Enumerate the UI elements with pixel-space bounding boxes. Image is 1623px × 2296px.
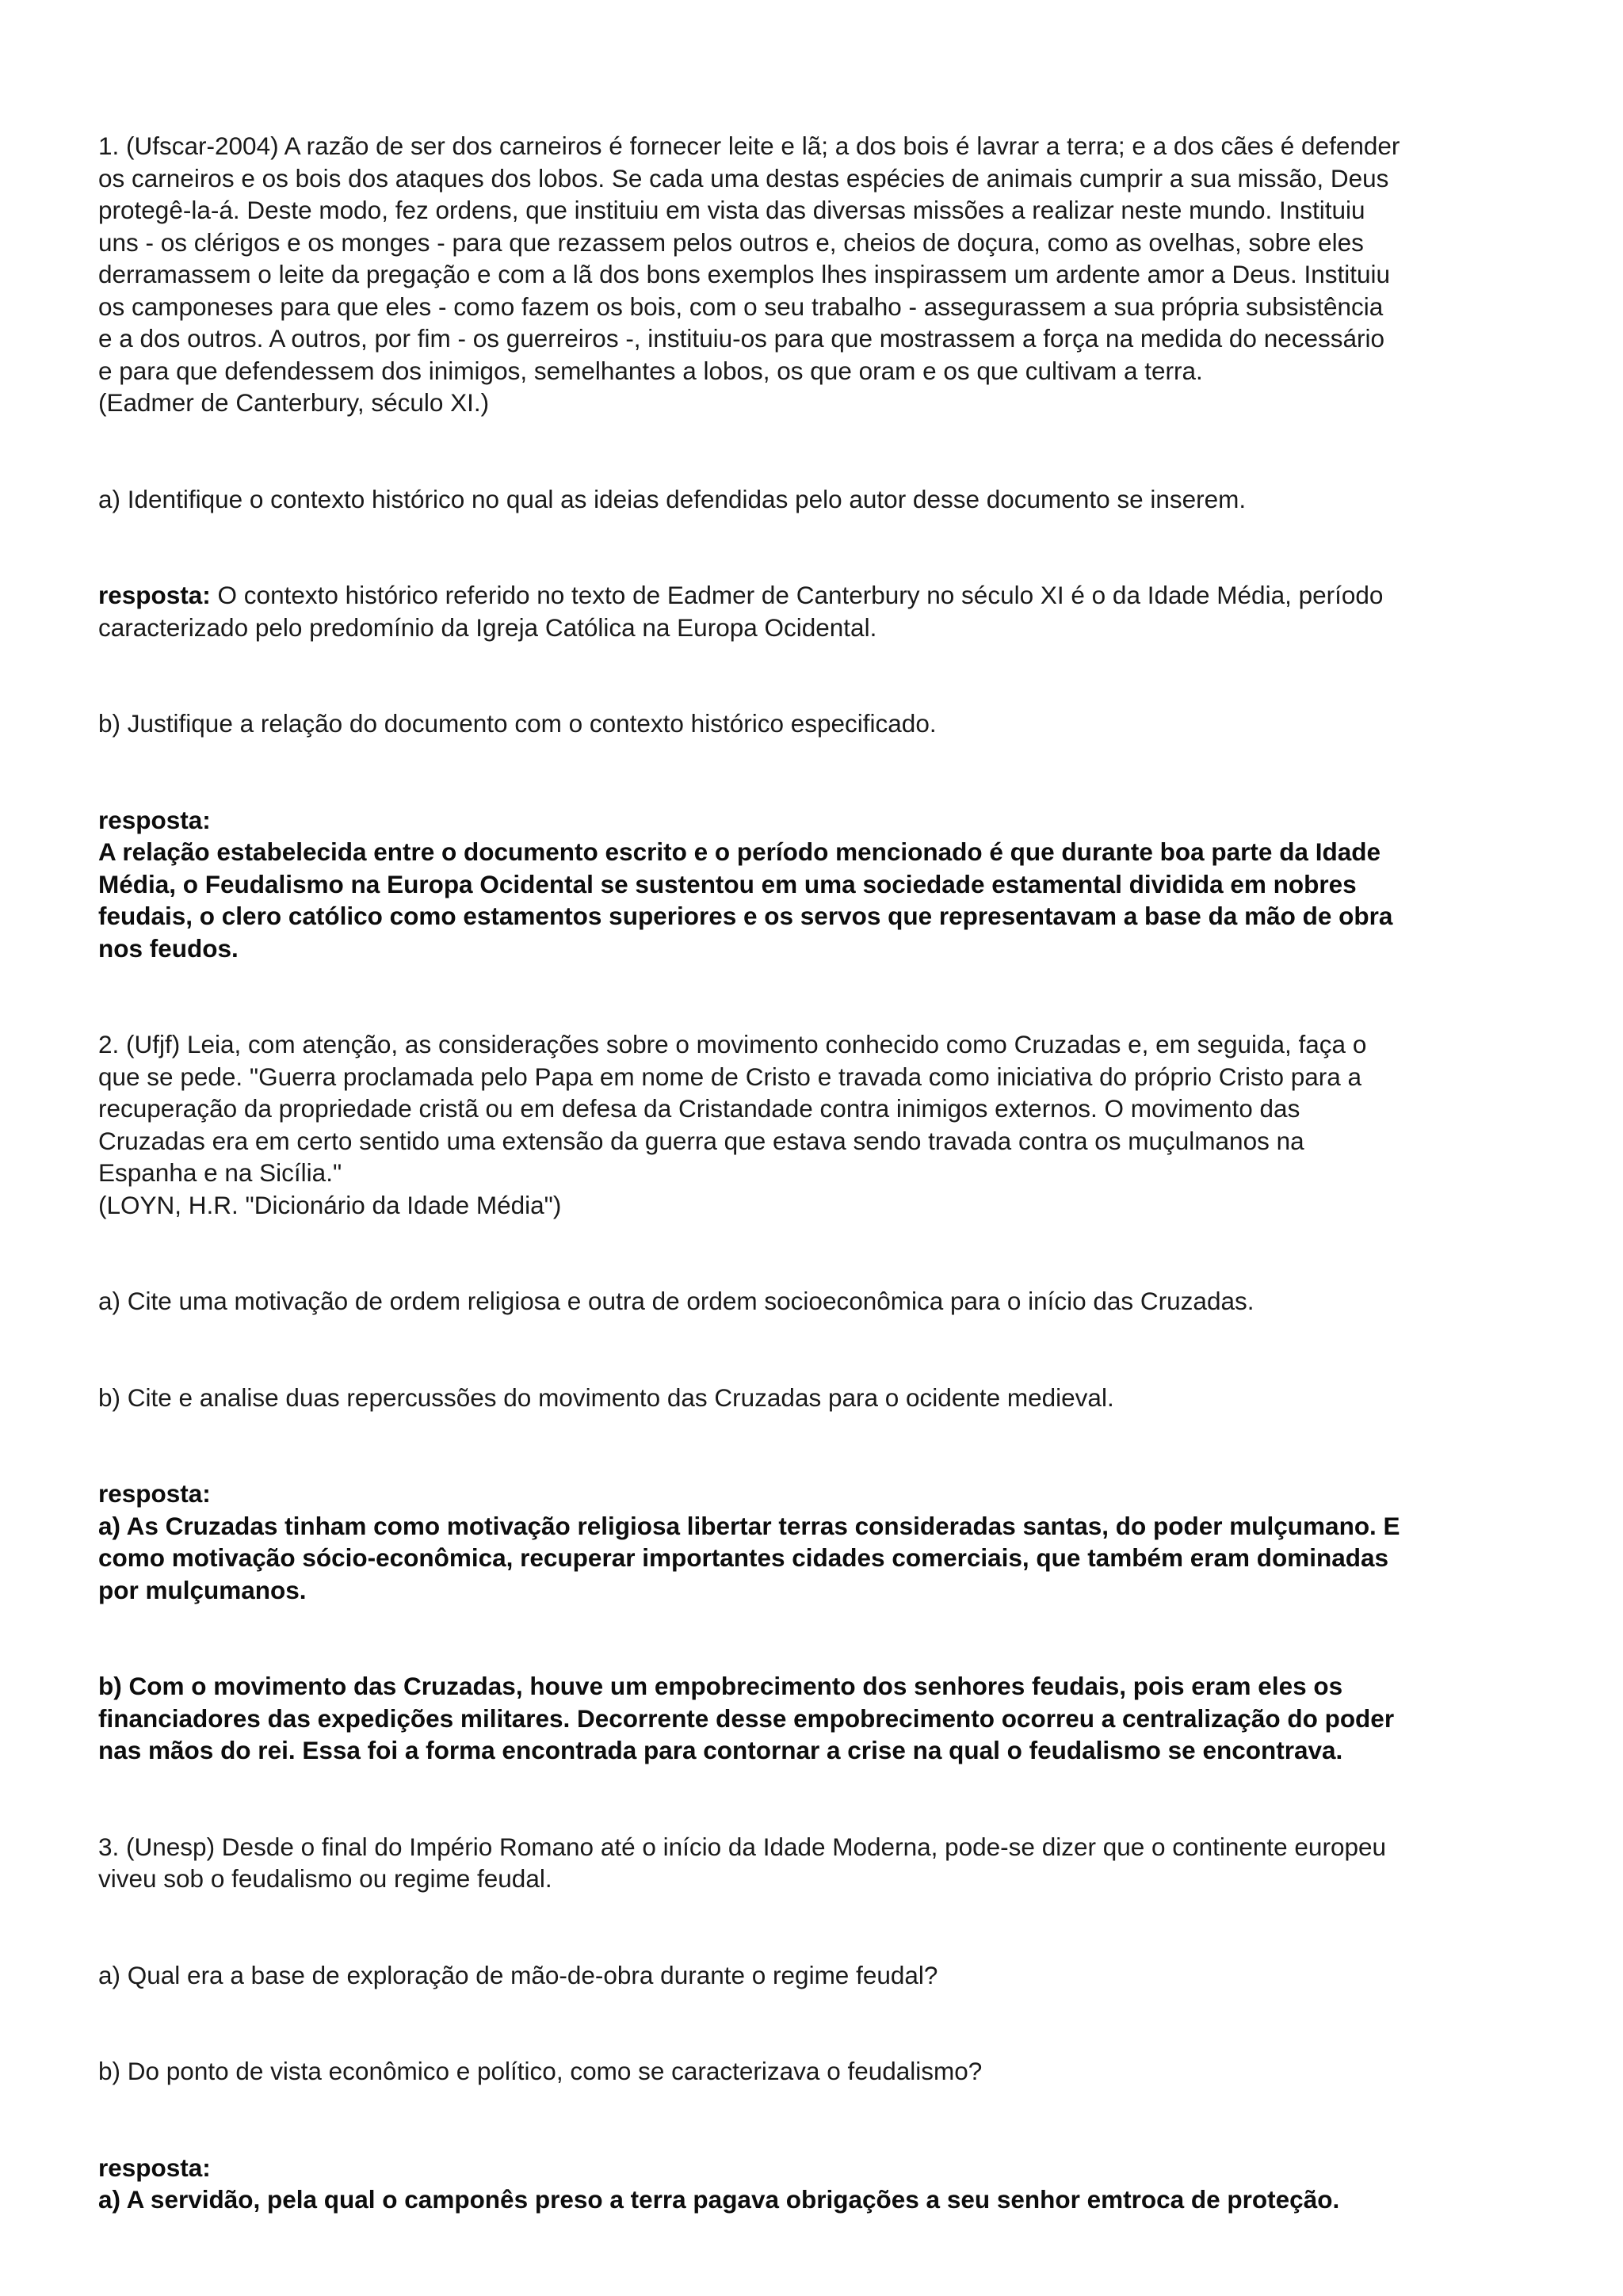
source-citation: (Eadmer de Canterbury, século XI.) xyxy=(98,388,490,417)
answer-text: como motivação sócio-econômica, recuperar importantes cidades comerciais, que também eram dominadas xyxy=(98,1543,1389,1572)
question-2b: b) Cite e analise duas repercussões do movimento das Cruzadas para o ocidente medieval. xyxy=(98,1383,1114,1412)
text-line: Cruzadas era em certo sentido uma extensão da guerra que estava sendo travada contra os muçulmanos na xyxy=(98,1126,1304,1155)
text-line: derramassem o leite da pregação e com a lã dos bons exemplos lhes inspirassem um ardente amor a Deus. Instituiu xyxy=(98,260,1391,288)
question-1-text xyxy=(98,130,1549,419)
text-line: os carneiros e os bois dos ataques dos lobos. Se cada uma destas espécies de animais cumprir a sua missão, Deus xyxy=(98,163,1389,193)
answer-text: a) A servidão, pela qual o camponês preso a terra pagava obrigações a seu senhor emtroca de proteção. xyxy=(98,2185,1340,2214)
answer-1b xyxy=(98,804,1549,965)
text-line: recuperação da propriedade cristã ou em defesa da Cristandade contra inimigos externos. O movimento das xyxy=(98,1094,1300,1123)
answer-text: feudais, o clero católico como estamentos superiores e os servos que representavam a base da mão de obra xyxy=(98,902,1393,930)
text-line: os camponeses para que eles - como fazem os bois, com o seu trabalho - assegurassem a sua própria subsistência xyxy=(98,292,1384,321)
answer-text: Média, o Feudalismo na Europa Ocidental se sustentou em uma sociedade estamental dividida em nobres xyxy=(98,869,1357,898)
text-line: e a dos outros. A outros, por fim - os guerreiros -, instituiu-os para que mostrassem a força na medida do necessário xyxy=(98,324,1385,353)
question-3a: a) Qual era a base de exploração de mão-de-obra durante o regime feudal? xyxy=(98,1960,938,1989)
answer-text: por mulçumanos. xyxy=(98,1575,307,1604)
answer-1a xyxy=(98,579,1549,643)
question-2a: a) Cite uma motivação de ordem religiosa e outra de ordem socioeconômica para o início das Cruzadas. xyxy=(98,1287,1254,1315)
source-citation: (LOYN, H.R. "Dicionário da Idade Média") xyxy=(98,1190,562,1219)
text-line: viveu sob o feudalismo ou regime feudal. xyxy=(98,1864,552,1893)
answer-label: resposta: xyxy=(98,2153,211,2182)
answer-text: b) Com o movimento das Cruzadas, houve um empobrecimento dos senhores feudais, pois eram eles os xyxy=(98,1672,1343,1700)
question-1a: a) Identifique o contexto histórico no qual as ideias defendidas pelo autor desse documento se inserem. xyxy=(98,484,1247,513)
answer-label: resposta: xyxy=(98,1479,211,1508)
answer-text: nas mãos do rei. Essa foi a forma encontrada para contornar a crise na qual o feudalismo se encontrava. xyxy=(98,1736,1343,1764)
question-3-text xyxy=(98,1831,1549,1895)
answer-text: a) As Cruzadas tinham como motivação religiosa libertar terras consideradas santas, do poder mulçumano. E xyxy=(98,1511,1400,1540)
answer-text: nos feudos. xyxy=(98,933,239,963)
answer-2 xyxy=(98,1478,1549,1767)
text-line: protegê-la-á. Deste modo, fez ordens, que instituiu em vista das diversas missões a realizar neste mundo. Instituiu xyxy=(98,196,1365,224)
text-line: que se pede. "Guerra proclamada pelo Papa em nome de Cristo e travada como iniciativa do próprio Cristo para a xyxy=(98,1062,1362,1091)
question-2-text xyxy=(98,1028,1549,1221)
text-line: Espanha e na Sicília." xyxy=(98,1158,342,1187)
text-line: 1. (Ufscar-2004) A razão de ser dos carneiros é fornecer leite e lã; a dos bois é lavrar a terra; e a dos cães é defender xyxy=(98,132,1400,160)
answer-label: resposta: xyxy=(98,581,211,609)
answer-text: financiadores das expedições militares. Decorrente desse empobrecimento ocorreu a centralização do poder xyxy=(98,1703,1395,1733)
text-line: 2. (Ufjf) Leia, com atenção, as considerações sobre o movimento conhecido como Cruzadas e, em seguida, faça o xyxy=(98,1030,1367,1058)
answer-text: O contexto histórico referido no texto de Eadmer de Canterbury no século XI é o da Idade Média, período xyxy=(210,581,1384,609)
question-1b: b) Justifique a relação do documento com o contexto histórico especificado. xyxy=(98,709,937,738)
text-line: e para que defendessem dos inimigos, semelhantes a lobos, os que oram e os que cultivam a terra. xyxy=(98,356,1203,385)
question-3b: b) Do ponto de vista econômico e político, como se caracterizava o feudalismo? xyxy=(98,2057,983,2085)
answer-text: caracterizado pelo predomínio da Igreja Católica na Europa Ocidental. xyxy=(98,612,877,642)
text-line: 3. (Unesp) Desde o final do Império Romano até o início da Idade Moderna, pode-se dizer que o continente europeu xyxy=(98,1832,1387,1861)
answer-text: A relação estabelecida entre o documento escrito e o período mencionado é que durante boa parte da Idade xyxy=(98,837,1381,866)
answer-3 xyxy=(98,2152,1549,2216)
answer-label: resposta: xyxy=(98,805,211,834)
text-line: uns - os clérigos e os monges - para que rezassem pelos outros e, cheios de doçura, como as ovelhas, sobre eles xyxy=(98,227,1364,257)
document-page xyxy=(98,130,1549,2216)
